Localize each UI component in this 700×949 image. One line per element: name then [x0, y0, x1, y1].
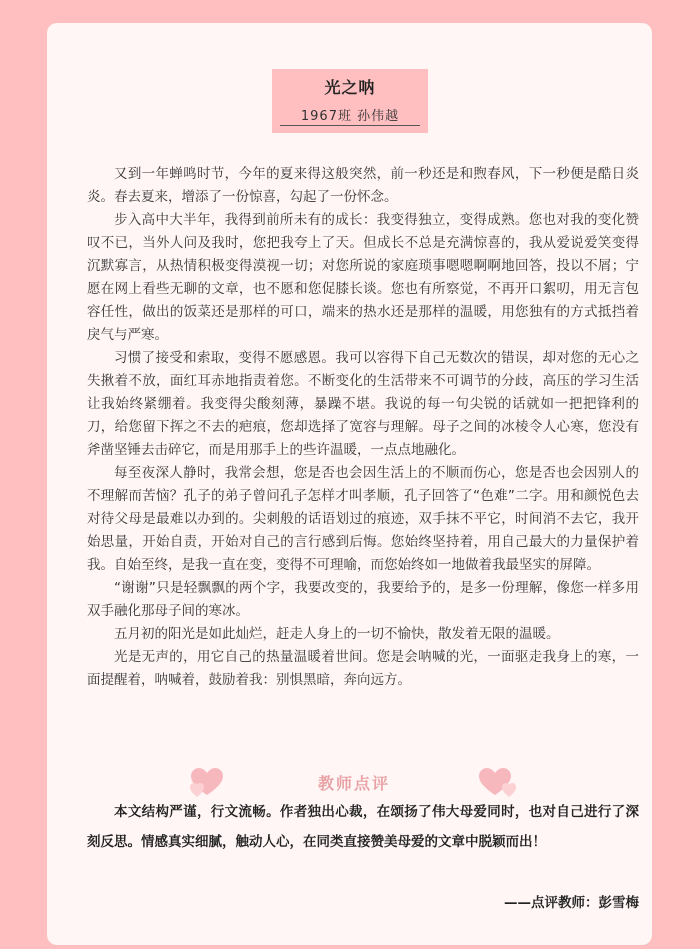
review-title: 教师点评 [317, 774, 390, 793]
hearts-icon [477, 767, 519, 799]
paragraph: “谢谢”只是轻飘飘的两个字，我要改变的，我要给予的，是多一份理解，像您一样多用双手融化那母子间的寒冰。 [87, 580, 639, 619]
paragraph: 每至夜深人静时，我常会想，您是否也会因生活上的不顺而伤心，您是否也会因别人的不理解而苦恼？孔子的弟子曾问孔子怎样才叫孝顺，孔子回答了“色难”二字。用和颜悦色去对待父母是最难以办到的。尖刺般的话语划过的痕迹，双手抹不平它，时间消不去它，我开始思量，开始自责，开始对自己的言行感到后悔。您始终坚持着，用自己最大的力量保护着我。自始至终，是我一直在变，变得不可理喻，而您始终如一地做着我最坚实的屏障。 [87, 465, 639, 573]
paragraph: 光是无声的，用它自己的热量温暖着世间。您是会呐喊的光，一面驱走我身上的寒，一面提醒着，呐喊着，鼓励着我：别惧黑暗，奔向远方。 [87, 649, 639, 688]
review-paragraph: 本文结构严谨，行文流畅。作者独出心裁，在颂扬了伟大母爱同时，也对自己进行了深刻反思。情感真实细腻，触动人心，在同类直接赞美母爱的文章中脱颖而出！ [87, 804, 639, 850]
review-signature: ——点评教师：彭雪梅 [504, 895, 639, 911]
article-body [87, 163, 639, 692]
author-underline [280, 125, 420, 126]
paragraph: 习惯了接受和索取，变得不愿感恩。我可以容得下自己无数次的错误，却对您的无心之失揪着不放，面红耳赤地指责着您。不断变化的生活带来不可调节的分歧，高压的学习生活让我始终紧绷着。我变得尖酸刻薄，暴躁不堪。我说的每一句尖锐的话就如一把把锋利的刀，给您留下挥之不去的疤痕，您却选择了宽容与理解。母子之间的冰棱令人心寒，您没有斧凿坚锤去击碎它，而是用那手上的些许温暖，一点点地融化。 [87, 350, 639, 458]
title-block [272, 69, 428, 133]
author-line: 1967班 孙伟越 [300, 109, 400, 124]
review-text [87, 797, 639, 857]
article-card [47, 23, 652, 945]
paragraph: 步入高中大半年，我得到前所未有的成长：我变得独立，变得成熟。您也对我的变化赞叹不已，当外人问及我时，您把我夸上了天。但成长不总是充满惊喜的，我从爱说爱笑变得沉默寡言，从热情积极变得漠视一切；对您所说的家庭琐事嗯嗯啊啊地回答，投以不屑；宁愿在网上看些无聊的文章，也不愿和您促膝长谈。您也有所察觉，不再开口絮叨，用无言包容任性，做出的饭菜还是那样的可口，端来的热水还是那样的温暖，用您独有的方式抵挡着戾气与严寒。 [87, 212, 639, 343]
paragraph: 五月初的阳光是如此灿烂，赶走人身上的一切不愉快，散发着无限的温暖。 [114, 626, 560, 642]
paragraph: 又到一年蝉鸣时节，今年的夏来得这般突然，前一秒还是和煦春风，下一秒便是酷日炎炎。春去夏来，增添了一份惊喜，勾起了一份怀念。 [87, 166, 639, 205]
article-title: 光之呐 [324, 78, 376, 97]
